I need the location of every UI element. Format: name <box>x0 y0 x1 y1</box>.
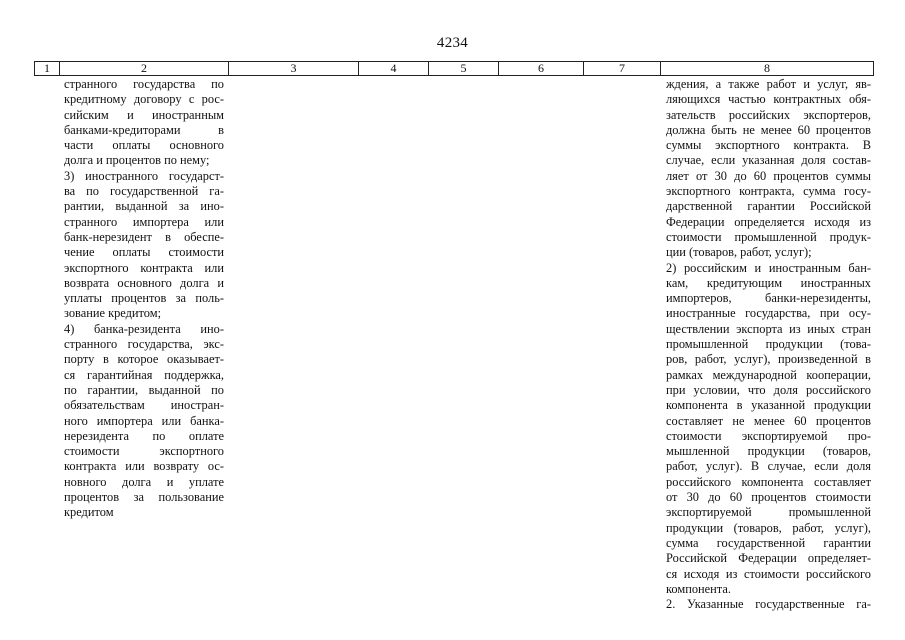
text-line: ждения, а также работ и услуг, яв- <box>666 77 871 91</box>
text-line: российского компонента составляет <box>666 474 871 489</box>
text-line: ся гарантийная поддержка, <box>64 367 224 382</box>
text-line: продукции (товаров, работ, услуг), <box>666 520 871 535</box>
text-line: импортеров, банки-нерезиденты, <box>666 291 871 306</box>
text-line: компонента. <box>666 581 731 596</box>
text-line: кам, кредитующим иностранных <box>666 275 871 290</box>
text-line: ся исходя из стоимости российского <box>666 566 871 581</box>
text-line: ляет от 30 до 60 процентов суммы <box>666 168 871 183</box>
text-line: случае, если указанная доля состав- <box>666 153 871 168</box>
header-col-7: 7 <box>619 61 625 75</box>
text-line: Российской Федерации определяет- <box>666 551 871 566</box>
text-line: суммы экспортного контракта. В <box>666 138 871 153</box>
column-8-text <box>666 77 871 612</box>
text-line: странного государства по <box>64 77 224 91</box>
text-line: кредитом <box>64 505 114 520</box>
header-col-1: 1 <box>44 61 50 75</box>
text-line: стоимости экспортируемой про- <box>666 428 871 443</box>
header-col-6: 6 <box>538 61 544 75</box>
text-line: обязательствам иностран- <box>64 398 224 413</box>
text-line: кредитному договору с рос- <box>64 92 224 107</box>
text-line: ного импортера или банка- <box>64 413 224 428</box>
text-line: возврата основного долга и <box>64 275 224 290</box>
table-header-row <box>34 61 874 76</box>
text-line: уплаты процентов за поль- <box>64 291 224 306</box>
text-line: стоимости промышленной продук- <box>666 229 871 244</box>
text-line: мышленной продукции (товаров, <box>666 444 871 459</box>
text-line: странного государства, экс- <box>64 337 224 352</box>
header-col-3: 3 <box>290 61 297 75</box>
text-line: 3) иностранного государст- <box>64 168 224 183</box>
text-line: работ, услуг). В случае, если доля <box>666 459 871 474</box>
text-line: дарственной гарантии Российской <box>666 199 871 214</box>
column-2-text <box>64 77 224 521</box>
text-line: Федерации определяется исходя из <box>666 214 871 229</box>
text-line: сумма государственной гарантии <box>666 535 871 550</box>
text-line: порту в которое оказывает- <box>64 352 224 367</box>
text-line: контракта или возврату ос- <box>64 459 224 474</box>
text-line: рамках международной кооперации, <box>666 367 871 382</box>
text-line: экспортного контракта, сумма госу- <box>666 184 871 199</box>
text-line: банками-кредиторами в <box>64 122 224 137</box>
text-line: ции (товаров, работ, услуг); <box>666 245 812 260</box>
text-line: сийским и иностранным <box>64 107 224 122</box>
text-line: зательств российских экспортеров, <box>666 107 871 122</box>
text-line: ров, работ, услуг), произведенной в <box>666 352 871 367</box>
text-line: стоимости экспортного <box>64 444 224 459</box>
header-col-4: 4 <box>390 61 397 75</box>
text-line: промышленной продукции (това- <box>666 337 871 352</box>
text-line: части оплаты основного <box>64 138 224 153</box>
text-line: процентов за пользование <box>64 490 224 505</box>
text-line: новного долга и уплате <box>64 474 224 489</box>
text-line: от 30 до 60 процентов стоимости <box>666 490 871 505</box>
header-col-2: 2 <box>141 61 147 75</box>
text-line: компонента в указанной продукции <box>666 398 871 413</box>
text-line: по гарантии, выданной по <box>64 382 224 397</box>
text-line: ществлении экспорта из иных стран <box>666 321 871 336</box>
text-line: при условии, что доля российского <box>666 382 871 397</box>
text-line: нерезидента по оплате <box>64 428 224 443</box>
text-line: 4) банка-резидента ино- <box>64 321 224 336</box>
text-line: ляющихся частью контрактных обя- <box>666 92 871 107</box>
text-line: зование кредитом; <box>64 306 162 321</box>
text-line: 2. Указанные государственные га- <box>666 597 871 612</box>
text-line: 2) российским и иностранным бан- <box>666 260 871 275</box>
text-line: чение оплаты стоимости <box>64 245 224 260</box>
header-col-8: 8 <box>764 61 770 75</box>
text-line: ва по государственной га- <box>64 184 224 199</box>
text-line: долга и процентов по нему; <box>64 153 210 168</box>
text-line: странного импортера или <box>64 214 224 229</box>
page-number: 4234 <box>436 35 469 51</box>
text-line: банк-нерезидент в обеспе- <box>64 229 224 244</box>
text-line: иностранные государства, при осу- <box>666 306 871 321</box>
text-line: должна быть не менее 60 процентов <box>666 122 871 137</box>
header-col-5: 5 <box>460 61 467 75</box>
text-line: экспортного контракта или <box>64 260 224 275</box>
text-line: экспортируемой промышленной <box>666 505 871 520</box>
text-line: составляет не менее 60 процентов <box>666 413 871 428</box>
text-line: рантии, выданной за ино- <box>64 199 224 214</box>
